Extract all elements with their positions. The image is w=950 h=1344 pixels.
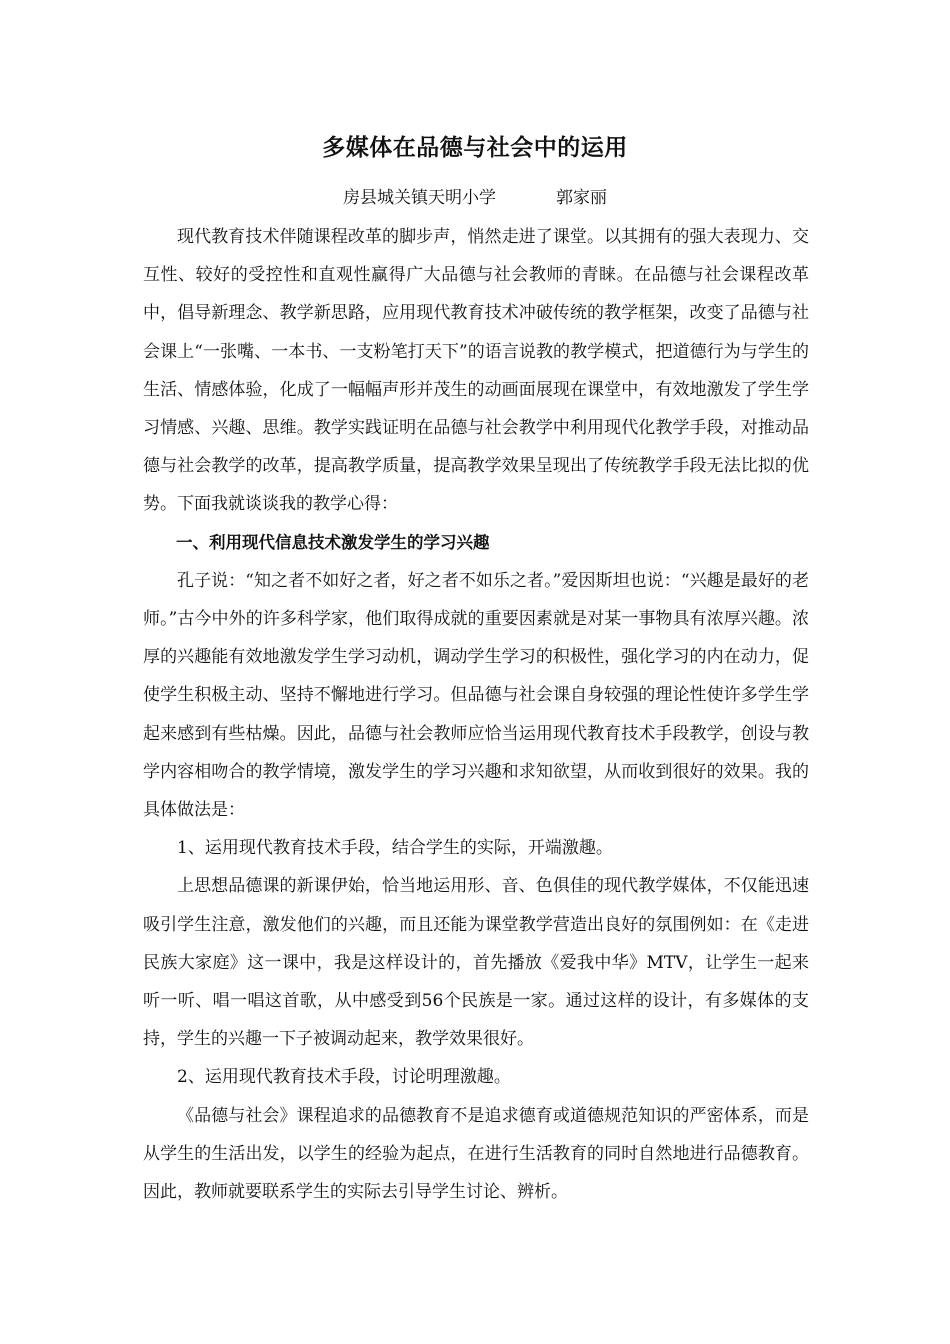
intro-paragraph: 现代教育技术伴随课程改革的脚步声，悄然走进了课堂。以其拥有的强大表现力、交互性、较好的受控性和直观性赢得广大品德与社会教师的青睐。在品德与社会课程改革中，倡导新理念、教学新思路，应用现代教育技术冲破传统的教学框架，改变了品德与社会课上“一张嘴、一本书、一支粉笔打天下”的语言说教的教学模式，把道德行为与学生的生活、情感体验，化成了一幅幅声形并茂生的动画面展现在课堂中，有效地激发了学生学习情感、兴趣、思维。教学实践证明在品德与社会教学中利用现代化教学手段，对推动品德与社会教学的改革，提高教学质量，提高教学效果呈现出了传统教学手段无法比拟的优势。下面我就谈谈我的教学心得： [143,227,809,515]
subheading-2: 2、运用现代教育技术手段，讨论明理激趣。 [177,1067,511,1088]
paragraph-discussion: 《品德与社会》课程追求的品德教育不是追求德育或道德规范知识的严密体系，而是从学生的生活出发，以学生的经验为起点，在进行生活教育的同时自然地进行品德教育。因此，教师就要联系学生的实际去引导学生讨论、辨析。 [143,1105,809,1203]
paragraph-opening: 上思想品德课的新课伊始，恰当地运用形、音、色俱佳的现代教学媒体，不仅能迅速吸引学生注意，激发他们的兴趣，而且还能为课堂教学营造出良好的氛围例如：在《走进民族大家庭》这一课中，我是这样设计的，首先播放《爱我中华》MTV，让学生一起来听一听、唱一唱这首歌，从中感受到56个民族是一家。通过这样的设计，有多媒体的支持，学生的兴趣一下子被调动起来，教学效果很好。 [143,876,809,1050]
section-heading-1: 一、利用现代信息技术激发学生的学习兴趣 [176,532,490,552]
subheading-1: 1、运用现代教育技术手段，结合学生的实际，开端激趣。 [177,838,613,859]
author-line [0,184,950,212]
document-title: 多媒体在品德与社会中的运用 [322,135,628,161]
author-name: 郭家丽 [556,188,607,208]
school-name: 房县城关镇天明小学 [343,188,496,208]
paragraph-interest: 孔子说：“知之者不如好之者，好之者不如乐之者。”爱因斯坦也说：“兴趣是最好的老师。”古今中外的许多科学家，他们取得成就的重要因素就是对某一事物具有浓厚兴趣。浓厚的兴趣能有效地激发学生学习动机，调动学生学习的积极性，强化学习的内在动力，促使学生积极主动、坚持不懈地进行学习。但品德与社会课自身较强的理论性使许多学生学起来感到有些枯燥。因此，品德与社会教师应恰当运用现代教育技术手段教学，创设与教学内容相吻合的教学情境，激发学生的学习兴趣和求知欲望，从而收到很好的效果。我的具体做法是： [143,570,809,821]
body-text [143,218,809,1211]
